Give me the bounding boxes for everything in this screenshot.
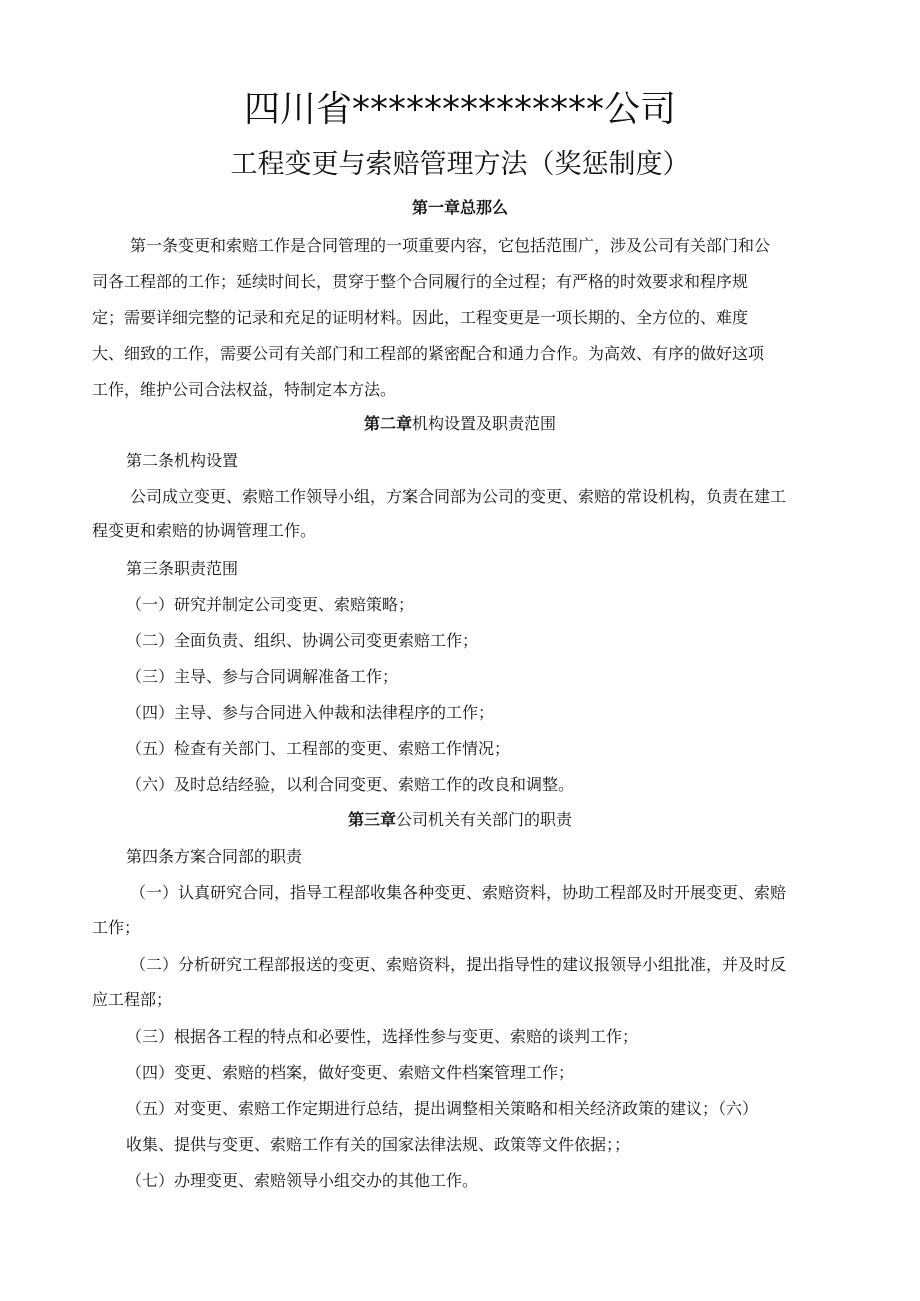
article-4-title: 第四条方案合同部的职责 — [126, 847, 303, 866]
article-1-line: 工作，维护公司合法权益，特制定本方法。 — [92, 380, 397, 399]
article-3-item: （六）及时总结经验，以利合同变更、索赔工作的改良和调整。 — [126, 775, 575, 794]
article-4-item: 应工程部； — [92, 990, 173, 1009]
chapter-2-prefix: 第二章 — [363, 414, 412, 433]
article-3-item: （四）主导、参与合同进入仲裁和法律程序的工作； — [126, 703, 495, 722]
article-1-line: 第一条变更和索赔工作是合同管理的一项重要内容，它包括范围广，涉及公司有关部门和公 — [130, 236, 771, 255]
article-2-title: 第二条机构设置 — [126, 451, 239, 470]
article-3-item: （三）主导、参与合同调解准备工作； — [126, 667, 399, 686]
article-4-item: （五）对变更、索赔工作定期进行总结，提出调整相关策略和相关经济政策的建议；（六） — [126, 1099, 759, 1118]
article-1-line: 大、细致的工作，需要公司有关部门和工程部的紧密配合和通力合作。为高效、有序的做好这项 — [92, 344, 765, 363]
chapter-1-title: 总那么 — [460, 198, 509, 217]
article-4-item: （七）办理变更、索赔领导小组交办的其他工作。 — [126, 1171, 479, 1190]
article-3-title: 第三条职责范围 — [126, 559, 239, 578]
article-4-item: （三）根据各工程的特点和必要性，选择性参与变更、索赔的谈判工作； — [126, 1027, 639, 1046]
chapter-2-heading — [0, 412, 920, 436]
article-3-item: （一）研究并制定公司变更、索赔策略； — [126, 595, 415, 614]
article-4-item: （一）认真研究合同，指导工程部收集各种变更、索赔资料，协助工程部及时开展变更、索赔 — [130, 883, 787, 902]
chapter-1-heading — [0, 196, 920, 220]
chapter-3-heading — [0, 808, 920, 832]
article-2-line: 公司成立变更、索赔工作领导小组，方案合同部为公司的变更、索赔的常设机构，负责在建工 — [130, 487, 787, 506]
article-4-item: 收集、提供与变更、索赔工作有关的国家法律法规、政策等文件依据；； — [126, 1135, 631, 1154]
chapter-2-title: 机构设置及职责范围 — [412, 414, 557, 433]
chapter-3-prefix: 第三章 — [347, 810, 396, 829]
document-title: 工程变更与索赔管理方法（奖惩制度） — [230, 149, 690, 180]
article-2-line: 程变更和索赔的协调管理工作。 — [92, 521, 317, 540]
article-1-line: 定；需要详细完整的记录和充足的证明材料。因此，工程变更是一项长期的、全方位的、难度 — [92, 308, 749, 327]
article-3-item: （二）全面负责、组织、协调公司变更索赔工作； — [126, 631, 479, 650]
chapter-3-title: 公司机关有关部门的职责 — [396, 810, 573, 829]
company-name: 四川省**************公司 — [243, 89, 676, 130]
article-1-line: 司各工程部的工作；延续时间长，贯穿于整个合同履行的全过程；有严格的时效要求和程序规 — [92, 272, 749, 291]
chapter-1-prefix: 第一章 — [411, 198, 460, 217]
article-4-item: 工作； — [92, 918, 141, 937]
article-4-item: （四）变更、索赔的档案，做好变更、索赔文件档案管理工作； — [126, 1063, 575, 1082]
article-4-item: （二）分析研究工程部报送的变更、索赔资料，提出指导性的建议报领导小组批准，并及时反 — [130, 955, 787, 974]
article-3-item: （五）检查有关部门、工程部的变更、索赔工作情况； — [126, 739, 511, 758]
